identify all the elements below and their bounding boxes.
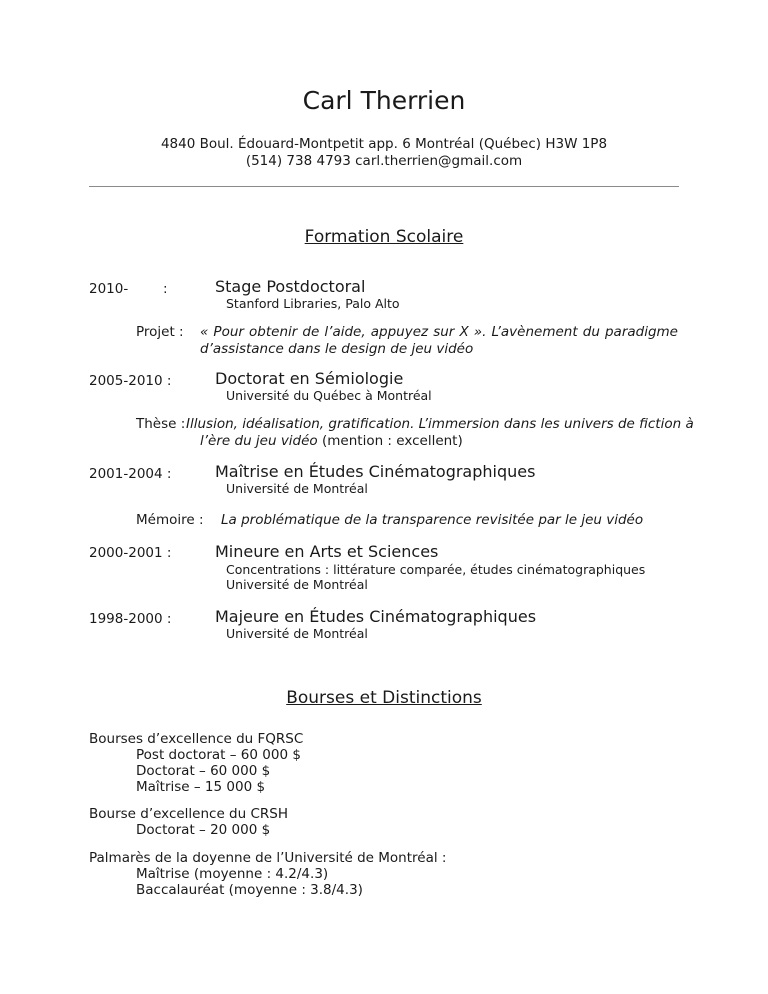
entry-note-suffix: (mention : excellent) — [317, 433, 463, 449]
entry-institution: Université de Montréal — [226, 481, 368, 496]
entry-degree: Doctorat en Sémiologie — [215, 369, 404, 388]
header-divider — [89, 186, 679, 187]
section-title-bourses: Bourses et Distinctions — [286, 688, 482, 708]
entry-degree: Stage Postdoctoral — [215, 277, 366, 296]
entry-note-label: Mémoire : — [136, 512, 204, 528]
cv-name: Carl Therrien — [302, 86, 466, 115]
entry-institution: Université de Montréal — [226, 577, 368, 592]
address-line: 4840 Boul. Édouard-Montpetit app. 6 Montréal (Québec) H3W 1P8 — [160, 136, 608, 152]
entry-note-title-end: l’ère du jeu vidéo — [200, 433, 318, 449]
entry-institution: Université du Québec à Montréal — [226, 388, 432, 403]
award-item: Maîtrise – 15 000 $ — [136, 779, 266, 795]
entry-years: 2001-2004 : — [89, 466, 172, 482]
award-group-title: Bourses d’excellence du FQRSC — [89, 731, 304, 747]
entry-years: 2010- — [89, 281, 129, 297]
award-item: Doctorat – 20 000 $ — [136, 822, 271, 838]
entry-note-text-cont: d’assistance dans le design de jeu vidéo — [200, 341, 474, 357]
award-group-title: Palmarès de la doyenne de l’Université de Montréal : — [89, 850, 447, 866]
entry-institution: Université de Montréal — [226, 626, 368, 641]
entry-degree: Mineure en Arts et Sciences — [215, 542, 439, 561]
section-title-formation: Formation Scolaire — [304, 227, 464, 247]
entry-note-label: Projet : — [136, 324, 184, 340]
entry-degree: Majeure en Études Cinématographiques — [215, 607, 537, 626]
award-item: Post doctorat – 60 000 $ — [136, 747, 301, 763]
entry-years: 1998-2000 : — [89, 611, 172, 627]
entry-detail: Concentrations : littérature comparée, études cinématographiques — [226, 562, 646, 577]
award-item: Maîtrise (moyenne : 4.2/4.3) — [136, 866, 329, 882]
award-item: Baccalauréat (moyenne : 3.8/4.3) — [136, 882, 363, 898]
entry-note-text-cont — [200, 433, 463, 449]
entry-note-text: Illusion, idéalisation, gratification. L’immersion dans les univers de fiction à — [186, 416, 694, 432]
entry-years: 2005-2010 : — [89, 373, 172, 389]
entry-note-label: Thèse : — [136, 416, 186, 432]
entry-note-text: La problématique de la transparence revisitée par le jeu vidéo — [221, 512, 644, 528]
entry-note-text: « Pour obtenir de l’aide, appuyez sur X ». L’avènement du paradigme — [200, 324, 678, 340]
award-group-title: Bourse d’excellence du CRSH — [89, 806, 288, 822]
entry-colon: : — [163, 281, 168, 297]
entry-years: 2000-2001 : — [89, 545, 172, 561]
entry-degree: Maîtrise en Études Cinématographiques — [215, 462, 536, 481]
award-item: Doctorat – 60 000 $ — [136, 763, 271, 779]
contact-line: (514) 738 4793 carl.therrien@gmail.com — [245, 153, 523, 169]
entry-institution: Stanford Libraries, Palo Alto — [226, 296, 400, 311]
